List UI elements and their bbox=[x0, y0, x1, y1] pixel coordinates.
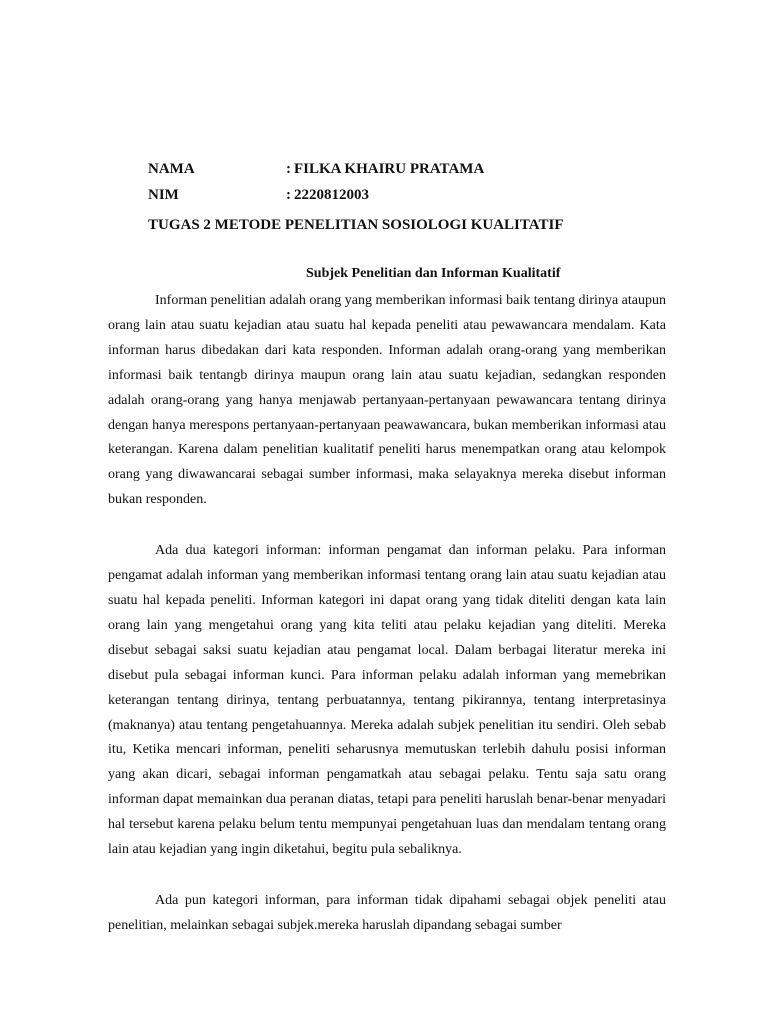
paragraph: Ada dua kategori informan: informan pengamat dan informan pelaku. Para informan pengamat adalah informan yang memberikan informasi tentang orang lain atau suatu kejadian atau suatu hal kepada peneliti. Informan kategori ini dapat orang yang tidak diteliti dengan kata lain orang lain yang mengetahui orang yang kita teliti atau pelaku kejadian yang diteliti. Mereka disebut sebagai saksi suatu kejadian atau pengamat local. Dalam berbagai literatur mereka ini disebut pula sebagai informan kunci. Para informan pelaku adalah informan yang memebrikan keterangan tentang dirinya, tentang perbuatannya, tentang pikirannya, tentang interpretasinya (maknanya) atau tentang pengetahuannya. Mereka adalah subjek penelitian itu sendiri. Oleh sebab itu, Ketika mencari informan, peneliti seharusnya memutuskan terlebih dahulu posisi informan yang akan dicari, sebagai informan pengamatkah atau sebagai pelaku. Tentu saja satu orang informan dapat memainkan dua peranan diatas, tetapi para peneliti haruslah benar-benar menyadari hal tersebut karena pelaku belum tentu mempunyai pengetahuan luas dan mendalam tentang orang lain atau kejadian yang ingin diketahui, begitu pula sebaliknya. bbox=[108, 543, 666, 858]
paragraph: Informan penelitian adalah orang yang memberikan informasi baik tentang dirinya ataupun orang lain atau suatu kejadian atau suatu hal kepada peneliti atau pewawancara mendalam. Kata informan harus dibedakan dari kata responden. Informan adalah orang-orang yang memberikan informasi baik tentangb dirinya maupun orang lain atau suatu kejadian, sedangkan responden adalah orang-orang yang hanya menjawab pertanyaan-pertanyaan pewawancara tentang dirinya dengan hanya merespons pertanyaan-pertanyaan peawawancara, bukan memberikan informasi atau keterangan. Karena dalam penelitian kualitatif peneliti harus menempatkan orang atau kelompok orang yang diwawancarai sebagai sumber informasi, maka selayaknya mereka disebut informan bukan responden. bbox=[108, 293, 666, 508]
student-info bbox=[148, 158, 708, 210]
name-value: FILKA KHAIRU PRATAMA bbox=[294, 161, 485, 177]
document-body bbox=[108, 289, 666, 965]
name-label: NAMA bbox=[148, 161, 195, 177]
nim-separator: : bbox=[286, 187, 291, 203]
section-title: Subjek Penelitian dan Informan Kualitatif bbox=[306, 266, 561, 281]
paragraph: Ada pun kategori informan, para informan tidak dipahami sebagai objek peneliti atau penelitian, melainkan sebagai subjek.mereka haruslah dipandang sebagai sumber bbox=[108, 892, 666, 933]
name-row bbox=[148, 158, 708, 184]
name-separator: : bbox=[286, 161, 291, 177]
nim-label: NIM bbox=[148, 187, 179, 203]
assignment-title: TUGAS 2 METODE PENELITIAN SOSIOLOGI KUALITATIF bbox=[148, 217, 564, 233]
nim-value: 2220812003 bbox=[294, 187, 369, 203]
nim-row bbox=[148, 184, 708, 210]
